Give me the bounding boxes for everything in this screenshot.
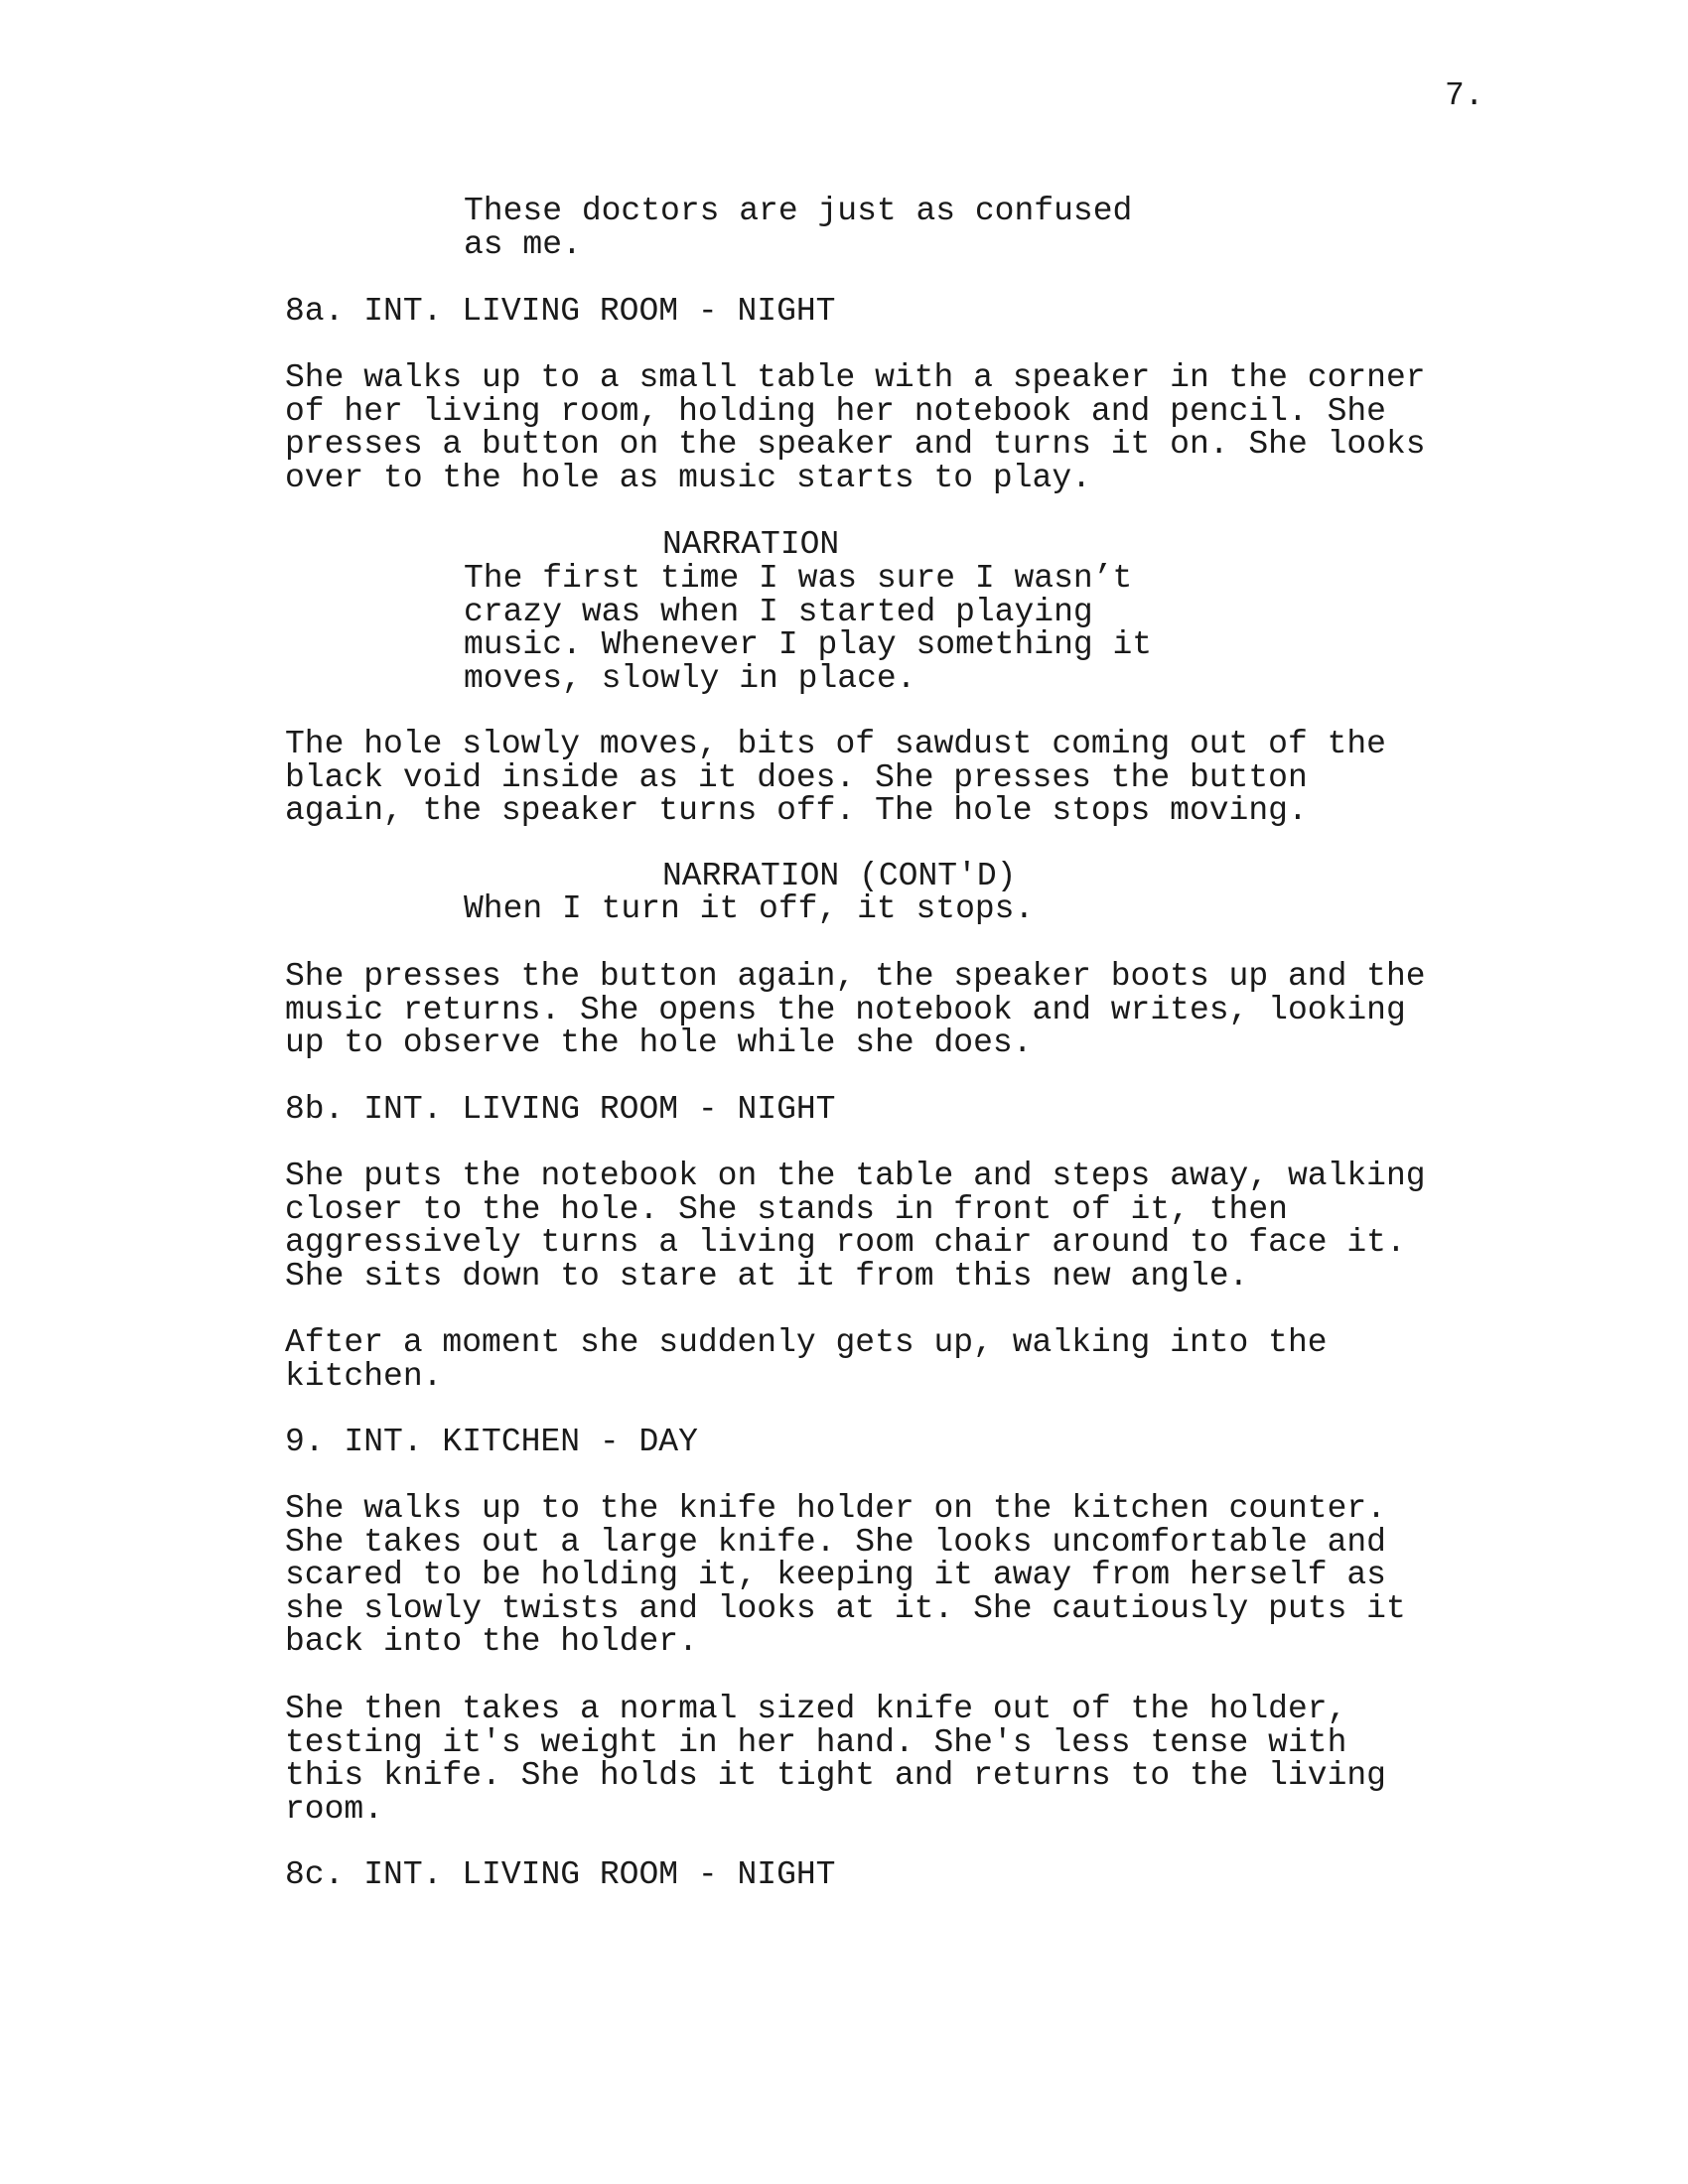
action-block: She puts the notebook on the table and steps away, walking closer to the hole. She stands in front of it, then aggressively turns a living room chair around to face it. She sits down to stare at it from this new angle. xyxy=(285,1158,1426,1295)
scene-heading: 8b. INT. LIVING ROOM - NIGHT xyxy=(285,1091,836,1128)
action-block: She presses the button again, the speaker boots up and the music returns. She opens the notebook and writes, looking up to observe the hole while she does. xyxy=(285,958,1426,1061)
action-block: She walks up to the knife holder on the kitchen counter. She takes out a large knife. She looks uncomfortable and scared to be holding it, keeping it away from herself as she slowly twists and looks at it. She cautiously puts it back into the holder. xyxy=(285,1490,1406,1660)
scene-heading: 8a. INT. LIVING ROOM - NIGHT xyxy=(285,293,836,330)
action-block: After a moment she suddenly gets up, walking into the kitchen. xyxy=(285,1324,1328,1395)
action-block: She walks up to a small table with a speaker in the corner of her living room, holding her notebook and pencil. She presses a button on the speaker and turns it on. She looks over to the hole as music starts to play. xyxy=(285,359,1426,496)
character-cue: NARRATION (CONT'D) xyxy=(662,858,1017,894)
dialogue-block: When I turn it off, it stops. xyxy=(464,890,1035,927)
scene-heading: 8c. INT. LIVING ROOM - NIGHT xyxy=(285,1856,836,1893)
character-cue: NARRATION xyxy=(662,526,840,563)
dialogue-block: The first time I was sure I wasn’t crazy was when I started playing music. Whenever I play something it moves, slowly in place. xyxy=(464,560,1153,697)
scene-heading: 9. INT. KITCHEN - DAY xyxy=(285,1424,698,1460)
page-number: 7. xyxy=(1445,77,1484,114)
action-block: She then takes a normal sized knife out of the holder, testing it's weight in her hand. She's less tense with this knife. She holds it tight and returns to the living room. xyxy=(285,1691,1386,1828)
action-block: The hole slowly moves, bits of sawdust coming out of the black void inside as it does. She presses the button again, the speaker turns off. The hole stops moving. xyxy=(285,726,1386,829)
dialogue-block: These doctors are just as confused as me. xyxy=(464,193,1133,263)
